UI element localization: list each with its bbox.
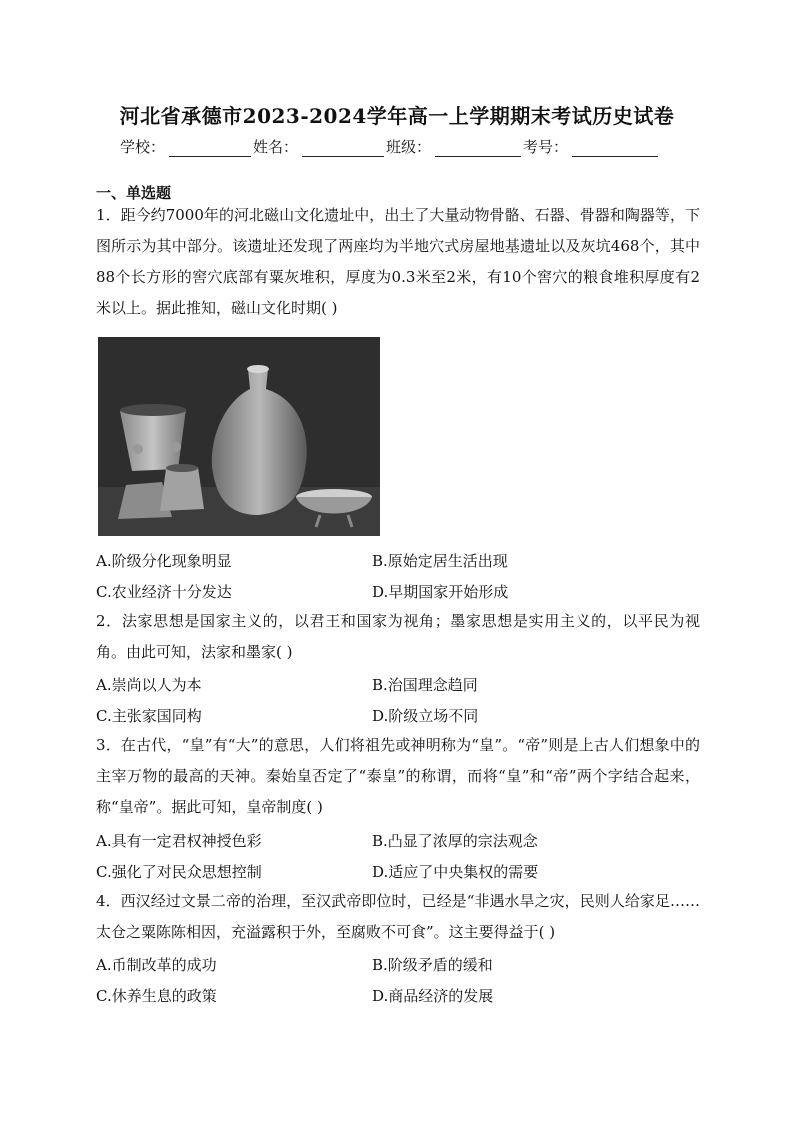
q1-option-c: C.农业经济十分发达 (96, 583, 232, 601)
name-label: 姓名： (253, 138, 299, 156)
school-label: 学校： (120, 138, 166, 156)
q4-option-d: D.商品经济的发展 (372, 987, 494, 1005)
question-1-text: 1．距今约7000年的河北磁山文化遗址中，出土了大量动物骨骼、石器、骨器和陶器等，下图所示为其中部分。该遗址还发现了两座均为半地穴式房屋地基遗址以及灰坑468个，其中88个长方形的窖穴底部有粟灰堆积，厚度为0.3米至2米，有10个窖穴的粮食堆积厚度有2米以上。据此推知，磁山文化时期( ) (96, 206, 700, 317)
q1-option-b: B.原始定居生活出现 (372, 552, 508, 570)
q2-option-a: A.崇尚以人为本 (96, 676, 202, 694)
class-label: 班级： (386, 138, 432, 156)
section-title: 一、单选题 (96, 184, 172, 202)
q4-option-b: B.阶级矛盾的缓和 (372, 956, 493, 974)
q3-option-b: B.凸显了浓厚的宗法观念 (372, 832, 538, 850)
exam-title: 河北省承德市2023-2024学年高一上学期期末考试历史试卷 (119, 104, 675, 128)
q3-option-c: C.强化了对民众思想控制 (96, 863, 262, 881)
q2-option-c: C.主张家国同构 (96, 707, 202, 725)
number-blank (572, 142, 658, 157)
question-4-text: 4．西汉经过文景二帝的治理，至汉武帝即位时，已经是“非遇水旱之灾，民则人给家足……太仓之粟陈陈相因，充溢露积于外，至腐败不可食”。这主要得益于( ) (96, 892, 700, 941)
student-info-row (120, 136, 660, 157)
class-blank (435, 142, 521, 157)
q1-option-d: D.早期国家开始形成 (372, 583, 509, 601)
number-label: 考号： (523, 138, 569, 156)
q3-option-a: A.具有一定君权神授色彩 (96, 832, 262, 850)
q4-option-a: A.币制改革的成功 (96, 956, 217, 974)
pottery-photo (98, 337, 380, 536)
name-blank (302, 142, 384, 157)
question-2-text: 2．法家思想是国家主义的，以君王和国家为视角；墨家思想是实用主义的，以平民为视角。由此可知，法家和墨家( ) (96, 612, 700, 661)
question-3-text: 3．在古代，“皇”有“大”的意思，人们将祖先或神明称为“皇”。“帝”则是上古人们想象中的主宰万物的最高的天神。秦始皇否定了“泰皇”的称谓，而将“皇”和“帝”两个字结合起来，称“皇帝”。据此可知，皇帝制度( ) (96, 736, 700, 816)
q1-option-a: A.阶级分化现象明显 (96, 552, 232, 570)
q2-option-d: D.阶级立场不同 (372, 707, 479, 725)
q3-option-d: D.适应了中央集权的需要 (372, 863, 539, 881)
school-blank (169, 142, 251, 157)
q2-option-b: B.治国理念趋同 (372, 676, 478, 694)
q4-option-c: C.休养生息的政策 (96, 987, 217, 1005)
